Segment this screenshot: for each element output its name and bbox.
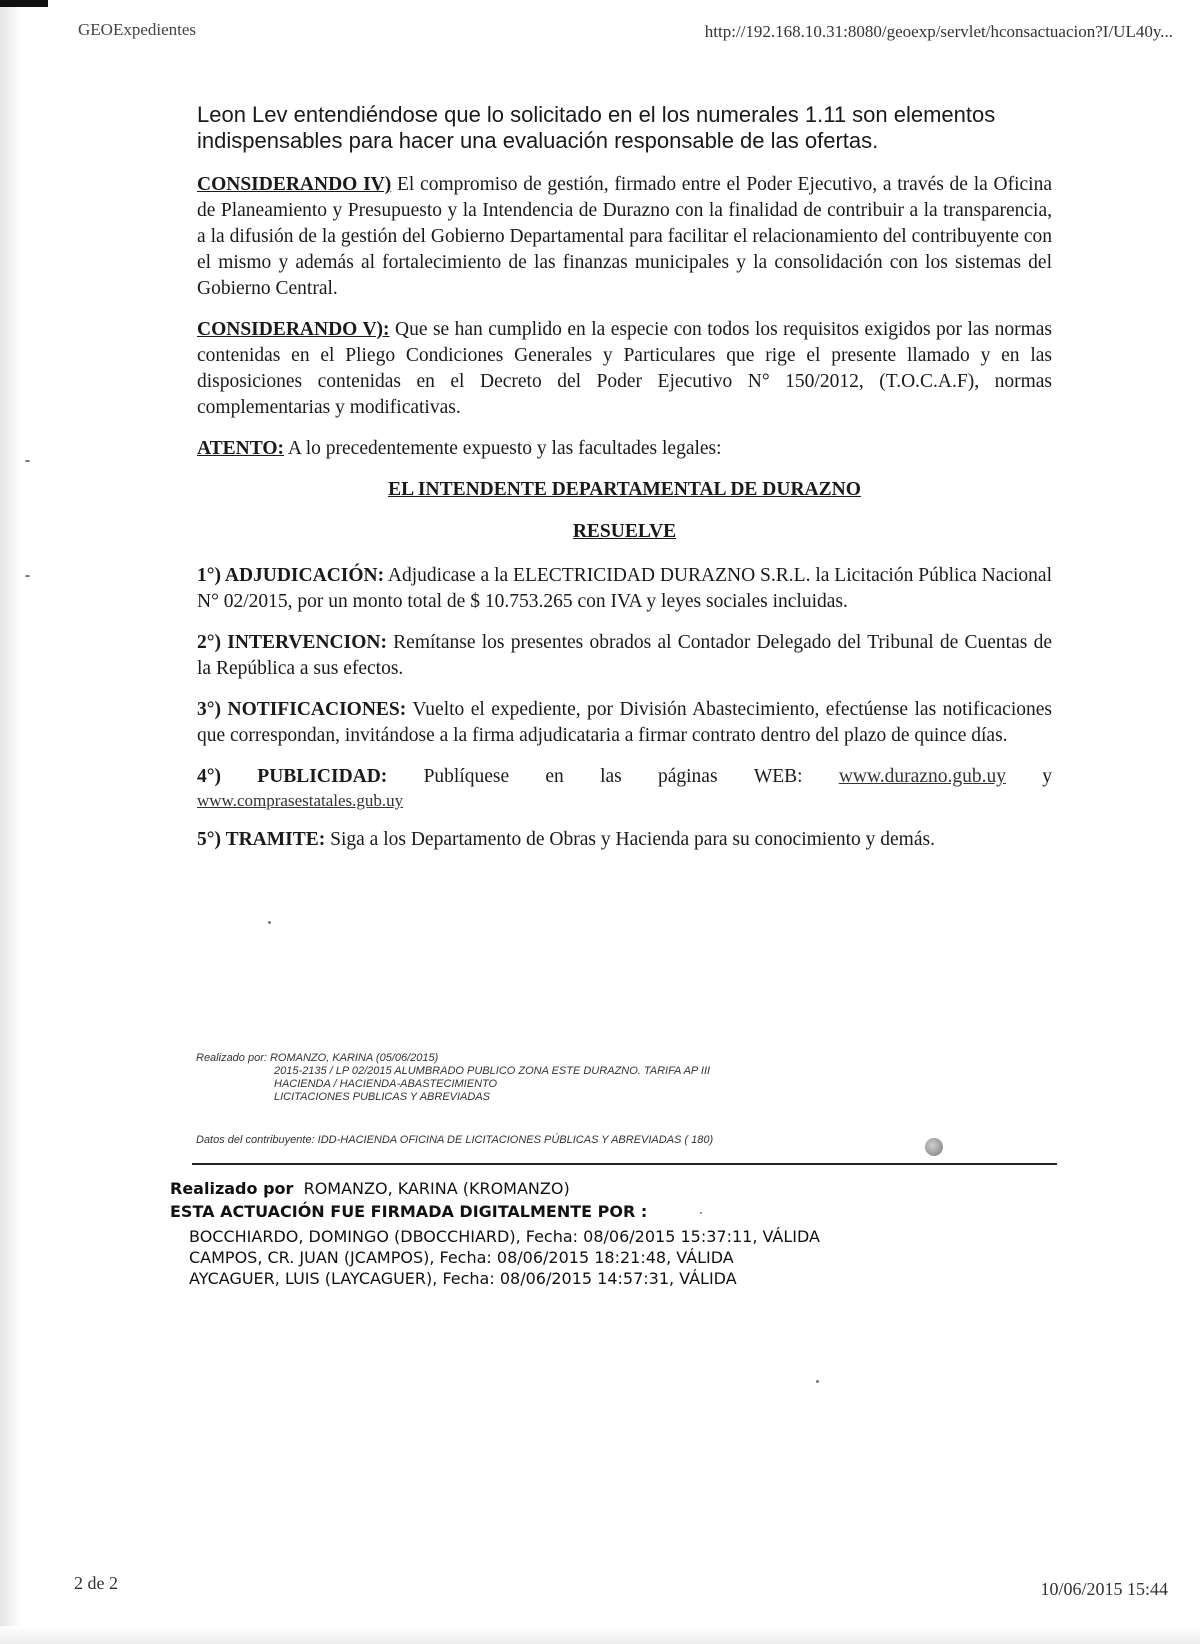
scan-edge-bottom bbox=[0, 1626, 1200, 1644]
considerando-iv-paragraph bbox=[197, 172, 1052, 302]
resolution-subtitle: RESUELVE bbox=[572, 521, 677, 542]
considerando-v-text: Que se han cumplido en la especie con todos los requisitos exigidos por las normas contenidas en el Pliego Condiciones Generales y Particulares que rige el presente llamado y en las disposiciones contenidas en el Decreto del Poder Ejecutivo N° 150/2012, (T.O.C.A.F), normas complementarias y modificativas. bbox=[197, 319, 1052, 418]
item-4-word: en bbox=[545, 766, 564, 787]
item-4-label: PUBLICIDAD: bbox=[257, 766, 388, 787]
atento-text: A lo precedentemente expuesto y las facultades legales: bbox=[284, 438, 722, 459]
considerando-iv-label: CONSIDERANDO IV) bbox=[197, 174, 392, 195]
item-4-word: WEB: bbox=[753, 766, 803, 787]
item-2-text: Remítanse los presentes obrados al Contador Delegado del Tribunal de Cuentas de la República a sus efectos. bbox=[197, 632, 1052, 679]
scan-speck bbox=[816, 1380, 819, 1383]
meta-contribuyente: Datos del contribuyente: IDD-HACIENDA OFICINA DE LICITACIONES PÚBLICAS Y ABREVIADAS ( 180) bbox=[196, 1134, 714, 1146]
header-url[interactable]: http://192.168.10.31:8080/geoexp/servlet/hconsactuacion?I/UL40y... bbox=[704, 22, 1173, 41]
signer-item: AYCAGUER, LUIS (LAYCAGUER), Fecha: 08/06/2015 14:57:31, VÁLIDA bbox=[189, 1269, 737, 1288]
meta-oficina: HACIENDA / HACIENDA-ABASTECIMIENTO bbox=[274, 1078, 498, 1090]
meta-expediente: 2015-2135 / LP 02/2015 ALUMBRADO PUBLICO ZONA ESTE DURAZNO. TARIFA AP III bbox=[274, 1065, 711, 1077]
item-4-word: páginas bbox=[657, 766, 718, 787]
print-timestamp: 10/06/2015 15:44 bbox=[1040, 1579, 1168, 1599]
item-5-tramite bbox=[197, 827, 1052, 853]
realizado-value: ROMANZO, KARINA (KROMANZO) bbox=[303, 1179, 570, 1198]
item-1-label: 1°) ADJUDICACIÓN: bbox=[197, 565, 385, 586]
scan-corner-mark bbox=[0, 0, 48, 7]
realizado-label: Realizado por bbox=[170, 1179, 294, 1198]
firmado-heading: ESTA ACTUACIÓN FUE FIRMADA DIGITALMENTE POR : bbox=[170, 1202, 648, 1221]
considerando-v-paragraph bbox=[197, 317, 1052, 421]
item-4-and: y bbox=[1042, 766, 1052, 787]
item-4-line bbox=[197, 764, 1052, 790]
document-metadata bbox=[196, 1052, 710, 1104]
meta-realizado: Realizado por: ROMANZO, KARINA (05/06/2015) bbox=[196, 1052, 439, 1064]
scan-speck bbox=[25, 460, 30, 462]
document-body bbox=[197, 102, 1052, 868]
signer-item: BOCCHIARDO, DOMINGO (DBOCCHIARD), Fecha: 08/06/2015 15:37:11, VÁLIDA bbox=[189, 1227, 820, 1246]
signer-list bbox=[170, 1226, 820, 1289]
item-4-word: Publíquese bbox=[423, 766, 510, 787]
signer-item: CAMPOS, CR. JUAN (JCAMPOS), Fecha: 08/06/2015 18:21:48, VÁLIDA bbox=[189, 1248, 734, 1267]
scan-speck bbox=[268, 921, 271, 924]
scan-speck bbox=[25, 575, 30, 577]
meta-tipo: LICITACIONES PUBLICAS Y ABREVIADAS bbox=[274, 1091, 490, 1103]
item-4-num: 4°) bbox=[197, 766, 222, 787]
item-1-adjudicacion bbox=[197, 563, 1052, 615]
divider-line bbox=[192, 1163, 1057, 1165]
item-4-word: las bbox=[600, 766, 622, 787]
scan-speck bbox=[700, 1212, 702, 1214]
considerando-iv-text: El compromiso de gestión, firmado entre el Poder Ejecutivo, a través de la Oficina de Planeamiento y Presupuesto y la Intendencia de Durazno con la finalidad de contribuir a la transparencia, a la difusión de la gestión del Gobierno Departamental para facilitar el relacionamiento del contribuyente con el mismo y además al fortalecimiento de las finanzas municipales y la consolidación con los sistemas del Gobierno Central. bbox=[197, 174, 1052, 299]
item-2-label: 2°) INTERVENCION: bbox=[197, 632, 387, 653]
item-5-text: Siga a los Departamento de Obras y Hacienda para su conocimiento y demás. bbox=[325, 829, 935, 850]
item-2-intervencion bbox=[197, 630, 1052, 682]
intro-paragraph: Leon Lev entendiéndose que lo solicitado en el los numerales 1.11 son elementos indispensables para hacer una evaluación responsable de las ofertas. bbox=[197, 102, 996, 153]
realizado-row bbox=[170, 1178, 820, 1199]
seal-dot bbox=[925, 1138, 943, 1156]
atento-paragraph bbox=[197, 436, 1052, 462]
header-app-name: GEOExpedientes bbox=[78, 20, 197, 39]
resolution-title: EL INTENDENTE DEPARTAMENTAL DE DURAZNO bbox=[388, 479, 861, 500]
page-counter: 2 de 2 bbox=[74, 1573, 118, 1593]
item-3-text: Vuelto el expediente, por División Abastecimiento, efectúense las notificaciones que correspondan, invitándose a la firma adjudicataria a firmar contrato dentro del plazo de quince días. bbox=[197, 699, 1052, 746]
scan-edge-left bbox=[0, 0, 22, 1644]
item-4-publicidad bbox=[197, 764, 1052, 812]
item-5-label: 5°) TRAMITE: bbox=[197, 829, 326, 850]
compras-estatales-link[interactable]: www.comprasestatales.gub.uy bbox=[197, 791, 404, 810]
considerando-v-label: CONSIDERANDO V): bbox=[197, 319, 390, 340]
item-1-text: Adjudicase a la ELECTRICIDAD DURAZNO S.R.L. la Licitación Pública Nacional N° 02/2015, por un monto total de $ 10.753.265 con IVA y leyes sociales incluidas. bbox=[197, 565, 1052, 612]
atento-label: ATENTO: bbox=[197, 438, 285, 459]
item-3-notificaciones bbox=[197, 697, 1052, 749]
item-3-label: 3°) NOTIFICACIONES: bbox=[197, 699, 407, 720]
durazno-web-link[interactable]: www.durazno.gub.uy bbox=[838, 766, 1006, 787]
signature-block bbox=[170, 1178, 820, 1289]
